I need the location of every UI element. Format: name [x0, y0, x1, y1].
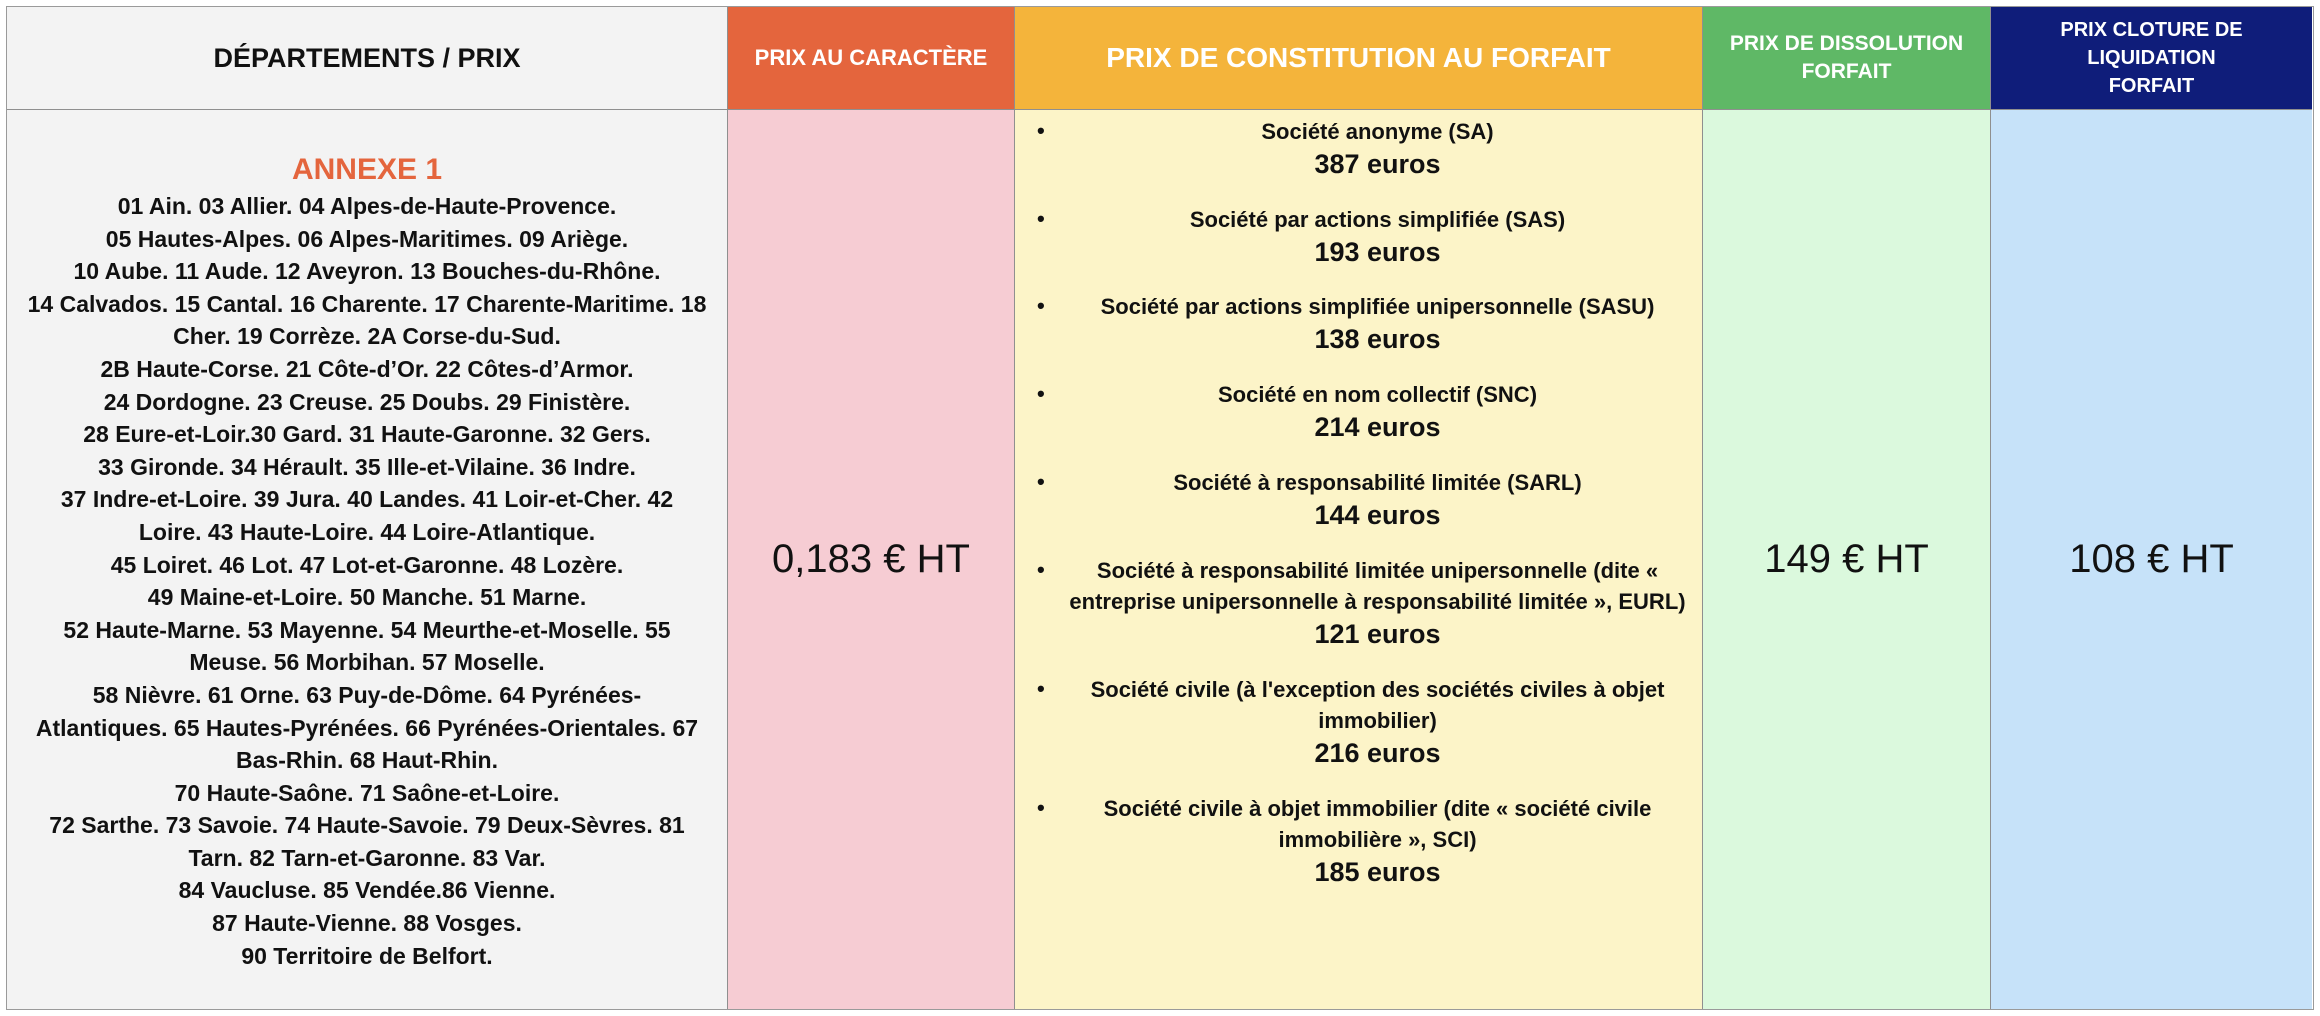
prix-cloture-value: 108 € HT: [2069, 537, 2234, 581]
forme-societe-item: [1015, 379, 1702, 444]
forme-societe-price: 144 euros: [1314, 500, 1441, 530]
departement-line: Loire. 43 Haute-Loire. 44 Loire-Atlantique.: [138, 518, 596, 545]
departement-line: 87 Haute-Vienne. 88 Vosges.: [212, 910, 522, 937]
forme-societe-name: • Société par actions simplifiée (SAS): [1189, 207, 1566, 232]
prix-caractere-cell: [728, 110, 1015, 1009]
departement-line: 58 Nièvre. 61 Orne. 63 Puy-de-Dôme. 64 Pyrénées-: [92, 681, 642, 708]
header-prix-caractere: [728, 7, 1015, 110]
pricing-table: [6, 6, 2314, 1010]
forme-societe-name: immobilière », SCI): [1278, 827, 1477, 852]
header-prix-constitution-label: PRIX DE CONSTITUTION AU FORFAIT: [1106, 42, 1611, 73]
forme-societe-item: [1015, 793, 1702, 889]
departement-line: 37 Indre-et-Loire. 39 Jura. 40 Landes. 41 Loir-et-Cher. 42: [60, 486, 674, 513]
departement-line: 90 Territoire de Belfort.: [241, 942, 493, 969]
header-prix-cloture-line2: FORFAIT: [2108, 75, 2195, 97]
forme-societe-name: entreprise unipersonnelle à responsabilité limitée », EURL): [1069, 589, 1686, 614]
departement-line: 70 Haute-Saône. 71 Saône-et-Loire.: [174, 779, 560, 806]
annexe-title: ANNEXE 1: [291, 153, 443, 186]
departement-line: Atlantiques. 65 Hautes-Pyrénées. 66 Pyrénées-Orientales. 67: [35, 714, 699, 741]
forme-societe-name: • Société anonyme (SA): [1261, 119, 1494, 144]
header-prix-dissolution-label: [1730, 30, 1963, 86]
forme-societe-name: • Société civile (à l'exception des sociétés civiles à objet: [1090, 677, 1665, 702]
departement-line: 84 Vaucluse. 85 Vendée.86 Vienne.: [178, 877, 556, 904]
departements-list: [28, 190, 707, 972]
departement-line: 52 Haute-Marne. 53 Mayenne. 54 Meurthe-et-Moselle. 55: [63, 616, 671, 643]
departement-line: Tarn. 82 Tarn-et-Garonne. 83 Var.: [188, 844, 546, 871]
departement-line: 10 Aube. 11 Aude. 12 Aveyron. 13 Bouches-du-Rhône.: [73, 258, 661, 285]
departement-line: 33 Gironde. 34 Hérault. 35 Ille-et-Vilaine. 36 Indre.: [98, 453, 636, 480]
forme-societe-item: [1015, 204, 1702, 269]
departement-line: 24 Dordogne. 23 Creuse. 25 Doubs. 29 Finistère.: [103, 388, 631, 415]
header-prix-cloture: [1991, 7, 2312, 110]
forme-societe-price: 138 euros: [1314, 324, 1441, 354]
forme-societe-list: [1015, 110, 1702, 889]
header-prix-dissolution-line1: PRIX DE DISSOLUTION: [1729, 32, 1964, 55]
departement-line: 49 Maine-et-Loire. 50 Manche. 51 Marne.: [147, 584, 587, 611]
departement-line: 28 Eure-et-Loir.30 Gard. 31 Haute-Garonne. 32 Gers.: [83, 421, 651, 448]
forme-societe-name: • Société en nom collectif (SNC): [1217, 382, 1538, 407]
departement-line: 45 Loiret. 46 Lot. 47 Lot-et-Garonne. 48 Lozère.: [110, 551, 624, 578]
header-prix-dissolution-line2: FORFAIT: [1801, 60, 1892, 83]
departement-line: 72 Sarthe. 73 Savoie. 74 Haute-Savoie. 79 Deux-Sèvres. 81: [49, 812, 685, 839]
header-prix-cloture-label: [2001, 16, 2302, 100]
prix-cloture-cell: [1991, 110, 2312, 1009]
forme-societe-name: • Société par actions simplifiée unipersonnelle (SASU): [1100, 294, 1655, 319]
prix-dissolution-value: 149 € HT: [1764, 537, 1929, 581]
header-prix-constitution: [1015, 7, 1703, 110]
header-departements: [7, 7, 728, 110]
forme-societe-price: 216 euros: [1314, 738, 1441, 768]
header-prix-dissolution: [1703, 7, 1991, 110]
departement-line: Bas-Rhin. 68 Haut-Rhin.: [236, 747, 498, 774]
prix-constitution-cell: [1015, 110, 1703, 1009]
departements-cell: [7, 110, 728, 1009]
departement-line: Meuse. 56 Morbihan. 57 Moselle.: [189, 649, 545, 676]
forme-societe-name: immobilier): [1318, 708, 1437, 733]
header-prix-cloture-line1: PRIX CLOTURE DE LIQUIDATION: [2060, 19, 2243, 69]
forme-societe-name: • Société à responsabilité limitée (SARL): [1173, 470, 1582, 495]
forme-societe-item: [1015, 291, 1702, 356]
departement-line: 2B Haute-Corse. 21 Côte-d’Or. 22 Côtes-d’Armor.: [100, 355, 634, 382]
forme-societe-price: 185 euros: [1314, 857, 1441, 887]
forme-societe-item: [1015, 674, 1702, 770]
departement-line: Cher. 19 Corrèze. 2A Corse-du-Sud.: [173, 323, 561, 350]
forme-societe-price: 214 euros: [1314, 412, 1441, 442]
forme-societe-item: [1015, 555, 1702, 651]
forme-societe-price: 387 euros: [1314, 149, 1441, 179]
prix-caractere-value: 0,183 € HT: [772, 537, 970, 581]
forme-societe-name: • Société civile à objet immobilier (dite « société civile: [1103, 796, 1652, 821]
departement-line: 05 Hautes-Alpes. 06 Alpes-Maritimes. 09 Ariège.: [105, 225, 629, 252]
departement-line: 14 Calvados. 15 Cantal. 16 Charente. 17 Charente-Maritime. 18: [27, 290, 707, 317]
forme-societe-name: • Société à responsabilité limitée unipersonnelle (dite «: [1096, 558, 1659, 583]
forme-societe-item: [1015, 116, 1702, 181]
header-departements-label: DÉPARTEMENTS / PRIX: [213, 42, 521, 73]
header-prix-caractere-label: PRIX AU CARACTÈRE: [754, 45, 988, 70]
forme-societe-price: 121 euros: [1314, 619, 1441, 649]
prix-dissolution-cell: [1703, 110, 1991, 1009]
forme-societe-item: [1015, 467, 1702, 532]
forme-societe-price: 193 euros: [1314, 237, 1441, 267]
departement-line: 01 Ain. 03 Allier. 04 Alpes-de-Haute-Provence.: [117, 193, 617, 219]
